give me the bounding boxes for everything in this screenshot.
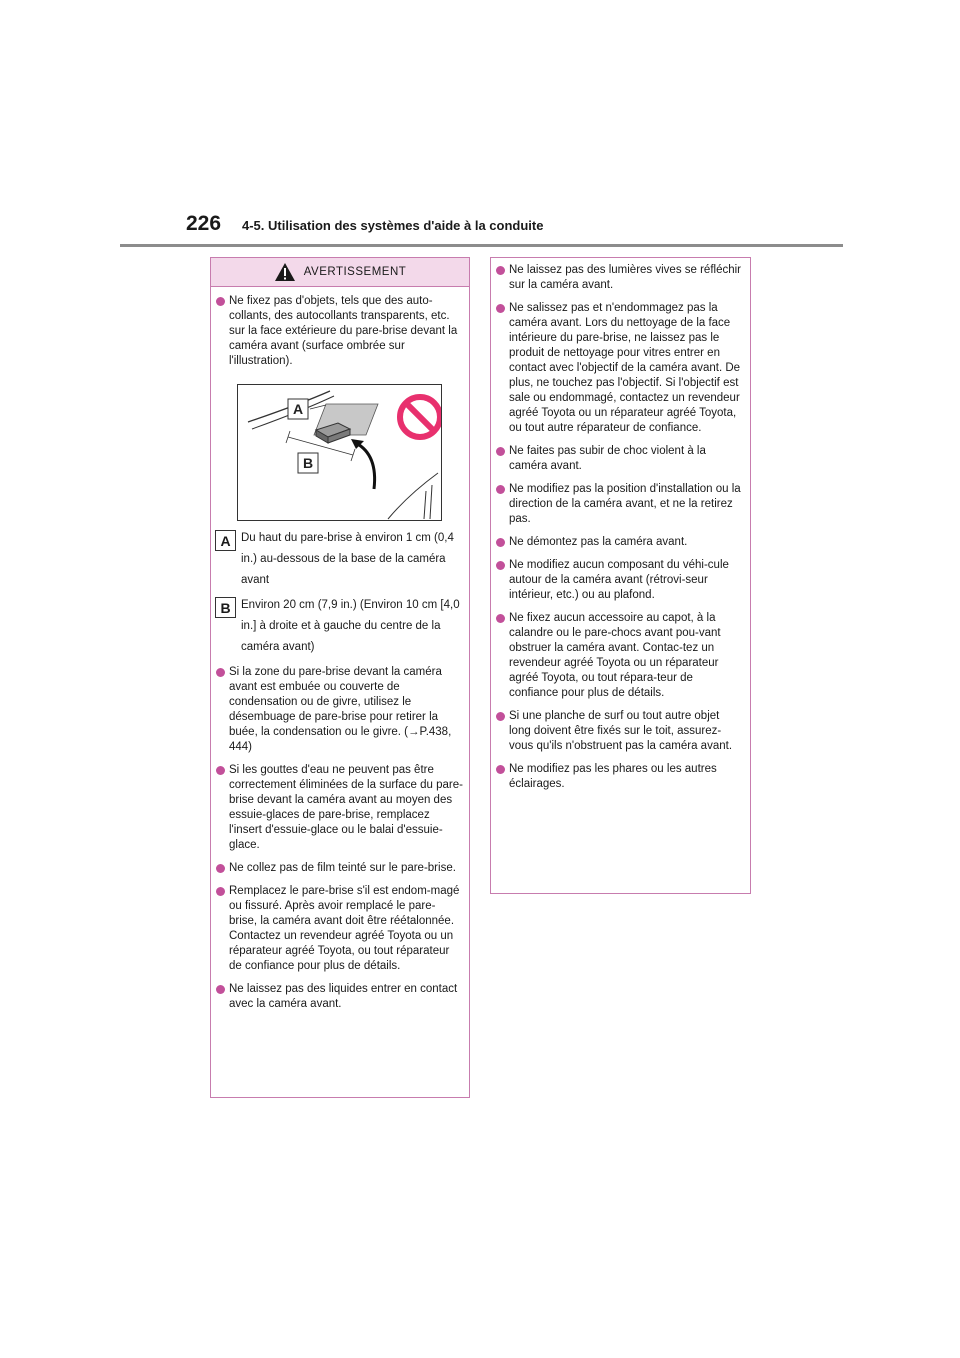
legend-text-b: Environ 20 cm (7,9 in.) (Environ 10 cm [4,0 in.] à droite et à gauche du centre de la caméra avant) <box>241 599 460 653</box>
windshield-camera-illustration <box>237 384 442 521</box>
warning-box-left <box>210 257 470 1098</box>
list-item: Ne démontez pas la caméra avant. <box>495 535 744 550</box>
legend-tag-b: B <box>215 597 236 618</box>
legend-tag-a: A <box>215 530 236 551</box>
header-rule <box>120 244 843 247</box>
intro-bullet-list <box>215 294 463 377</box>
prohibited-icon <box>400 397 440 437</box>
figure-label-b: B <box>302 455 314 471</box>
list-item: Ne modifiez aucun composant du véhi-cule autour de la caméra avant (rétrovi-seur intérieur, etc.) ou au plafond. <box>495 558 744 603</box>
left-bullet-list <box>215 665 463 1020</box>
warning-title: AVERTISSEMENT <box>303 266 407 278</box>
list-item: Ne faites pas subir de choc violent à la caméra avant. <box>495 444 744 474</box>
legend-text-a: Du haut du pare-brise à environ 1 cm (0,4 in.) au-dessous de la base de la caméra avant <box>241 532 454 586</box>
warning-box-right <box>490 257 751 894</box>
page-number: 226 <box>186 212 222 235</box>
list-item: Ne fixez aucun accessoire au capot, à la calandre ou le pare-chocs avant pou-vant obstruer la caméra avant. Contac-tez un revendeur agréé Toyota ou un réparateur agréé Toyota, ou tout répara-teur de confiance pour plus de détails. <box>495 611 744 701</box>
list-item: Ne modifiez pas la position d'installation ou la direction de la caméra avant, et ne la retirez pas. <box>495 482 744 527</box>
windshield-camera-drawing <box>238 385 441 520</box>
list-item: Si les gouttes d'eau ne peuvent pas être correctement éliminées de la surface du pare-brise devant la caméra avant au moyen des essuie-glaces de pare-brise, remplacez l'insert d'essuie-glace ou le balai d'essuie-glace. <box>215 763 463 853</box>
list-item: Si une planche de surf ou tout autre objet long doivent être fixés sur le toit, assurez-vous qu'ils n'obstruent pas la caméra avant. <box>495 709 744 754</box>
figure-label-a: A <box>292 401 304 417</box>
right-bullet-list <box>495 263 744 800</box>
list-item: Si la zone du pare-brise devant la caméra avant est embuée ou couverte de condensation ou de givre, utilisez le désembuage de pare-brise pour retirer la buée, la condensation ou le givre. (→P.438, 444) <box>215 665 463 755</box>
list-item: Ne fixez pas d'objets, tels que des auto-collants, des autocollants transparents, etc. sur la face extérieure du pare-brise devant la caméra avant (surface ombrée sur l'illustration). <box>215 294 463 369</box>
list-item: Ne laissez pas des lumières vives se réfléchir sur la caméra avant. <box>495 263 744 293</box>
warning-header <box>211 258 469 287</box>
section-title: 4-5. Utilisation des systèmes d'aide à la conduite <box>242 218 544 233</box>
list-item: Ne modifiez pas les phares ou les autres éclairages. <box>495 762 744 792</box>
list-item: Remplacez le pare-brise s'il est endom-magé ou fissuré. Après avoir remplacé le pare-brise, la caméra avant doit être réétalonnée. Contactez un revendeur agréé Toyota ou un réparateur agréé Toyota, ou tout réparateur de confiance pour plus de détails. <box>215 884 463 974</box>
list-item: Ne collez pas de film teinté sur le pare-brise. <box>215 861 463 876</box>
warning-triangle-icon <box>274 262 296 282</box>
list-item: Ne salissez pas et n'endommagez pas la caméra avant. Lors du nettoyage de la face intérieure du pare-brise, ne laissez pas le produit de nettoyage pour vitres entrer en contact avec l'objectif de la caméra avant. De plus, ne touchez pas l'objectif. Si l'objectif est sale ou endommagé, contactez un revendeur agréé Toyota ou un réparateur agréé Toyota, ou tout autre réparateur de confiance. <box>495 301 744 436</box>
list-item: Ne laissez pas des liquides entrer en contact avec la caméra avant. <box>215 982 463 1012</box>
